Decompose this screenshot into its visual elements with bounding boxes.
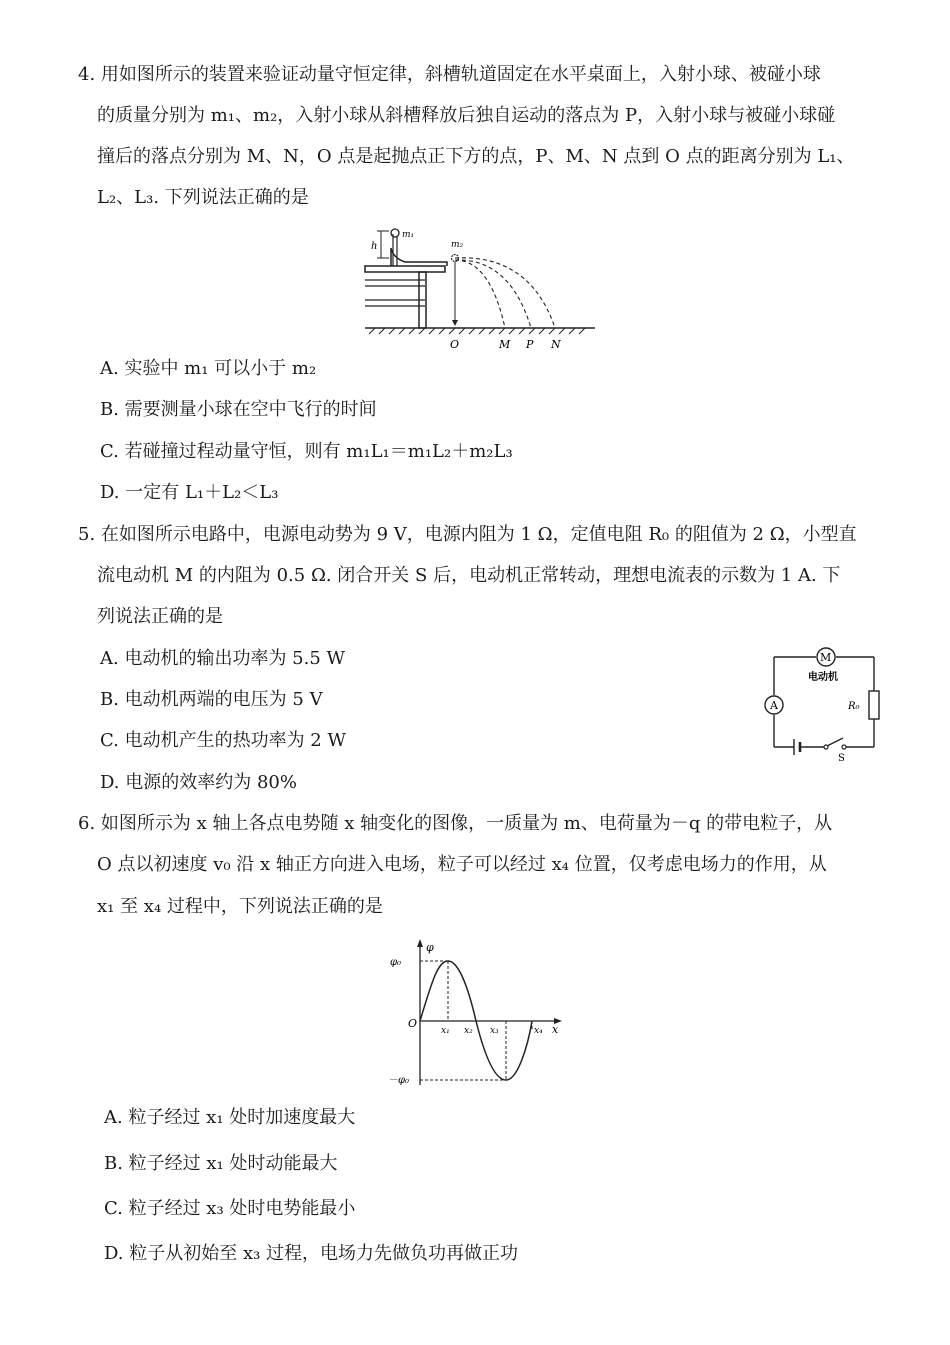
q4-label-h: h: [371, 241, 378, 252]
q6-option-c[interactable]: C. 粒子经过 x₃ 处时电势能最小: [104, 1198, 356, 1219]
q6-label-x: x: [552, 1023, 559, 1036]
q6-option-a[interactable]: A. 粒子经过 x₁ 处时加速度最大: [104, 1107, 356, 1128]
q6-label-x3: x₃: [490, 1026, 499, 1036]
q6-line-2: O 点以初速度 v₀ 沿 x 轴正方向进入电场，粒子可以经过 x₄ 位置，仅考虑电场力的作用，从: [97, 854, 827, 875]
q6-label-phi0: φ₀: [390, 957, 402, 968]
q6-figure-potential-graph: [388, 935, 578, 1095]
q6-line-3: x₁ 至 x₄ 过程中，下列说法正确的是: [97, 896, 383, 917]
q4-line-3: 撞后的落点分别为 M、N，O 点是起抛点正下方的点，P、M、N 点到 O 点的距离分别为 L₁、: [97, 146, 855, 167]
q4-label-P: P: [526, 338, 534, 351]
q5-option-c[interactable]: C. 电动机产生的热功率为 2 W: [100, 730, 346, 751]
q4-label-M: M: [499, 338, 511, 351]
q6-line-1: 6. 如图所示为 x 轴上各点电势随 x 轴变化的图像，一质量为 m、电荷量为－q 的带电粒子，从: [78, 813, 833, 834]
q5-label-ammeter: A: [770, 699, 778, 712]
q5-label-resistor: R₀: [848, 701, 860, 712]
q4-label-O: O: [450, 338, 460, 351]
q5-line-2: 流电动机 M 的内阻为 0.5 Ω. 闭合开关 S 后，电动机正常转动，理想电流表的示数为 1 A. 下: [97, 565, 841, 586]
q4-label-m2: m₂: [451, 240, 464, 250]
q5-label-switch: S: [838, 753, 845, 764]
q4-option-c[interactable]: C. 若碰撞过程动量守恒，则有 m₁L₁＝m₁L₂＋m₂L₃: [100, 441, 513, 462]
q5-option-b[interactable]: B. 电动机两端的电压为 5 V: [100, 689, 323, 710]
q4-line-4: L₂、L₃. 下列说法正确的是: [97, 187, 309, 208]
q6-option-b[interactable]: B. 粒子经过 x₁ 处时动能最大: [104, 1153, 338, 1174]
q4-option-d[interactable]: D. 一定有 L₁＋L₂＜L₃: [100, 482, 279, 503]
q6-option-d[interactable]: D. 粒子从初始至 x₃ 过程，电场力先做负功再做正功: [104, 1243, 519, 1264]
q5-option-d[interactable]: D. 电源的效率约为 80%: [100, 772, 297, 793]
q6-label-x1: x₁: [441, 1026, 450, 1036]
q4-option-a[interactable]: A. 实验中 m₁ 可以小于 m₂: [100, 358, 317, 379]
q4-label-m1: m₁: [402, 230, 415, 240]
q5-option-a[interactable]: A. 电动机的输出功率为 5.5 W: [100, 648, 346, 669]
q6-label-x4: x₄: [534, 1026, 543, 1036]
q5-line-3: 列说法正确的是: [97, 606, 223, 627]
q5-figure-circuit: [760, 645, 890, 765]
q5-label-motor-name: 电动机: [808, 672, 838, 683]
q6-label-neg-phi0: －φ₀: [388, 1075, 410, 1086]
q4-line-2: 的质量分别为 m₁、m₂，入射小球从斜槽释放后独自运动的落点为 P，入射小球与被碰小球碰: [97, 105, 836, 126]
q4-label-N: N: [551, 338, 561, 351]
q5-line-1: 5. 在如图所示电路中，电源电动势为 9 V，电源内阻为 1 Ω，定值电阻 R₀ 的阻值为 2 Ω，小型直: [78, 524, 857, 545]
q4-option-b[interactable]: B. 需要测量小球在空中飞行的时间: [100, 399, 377, 420]
q6-label-O: O: [408, 1017, 418, 1030]
q6-label-x2: x₂: [464, 1026, 473, 1036]
q5-label-motor: M: [820, 651, 832, 664]
q6-label-phi: φ: [426, 941, 434, 954]
q4-line-1: 4. 用如图所示的装置来验证动量守恒定律，斜槽轨道固定在水平桌面上，入射小球、被碰小球: [78, 64, 821, 85]
q4-figure-collision-apparatus: [355, 222, 605, 354]
